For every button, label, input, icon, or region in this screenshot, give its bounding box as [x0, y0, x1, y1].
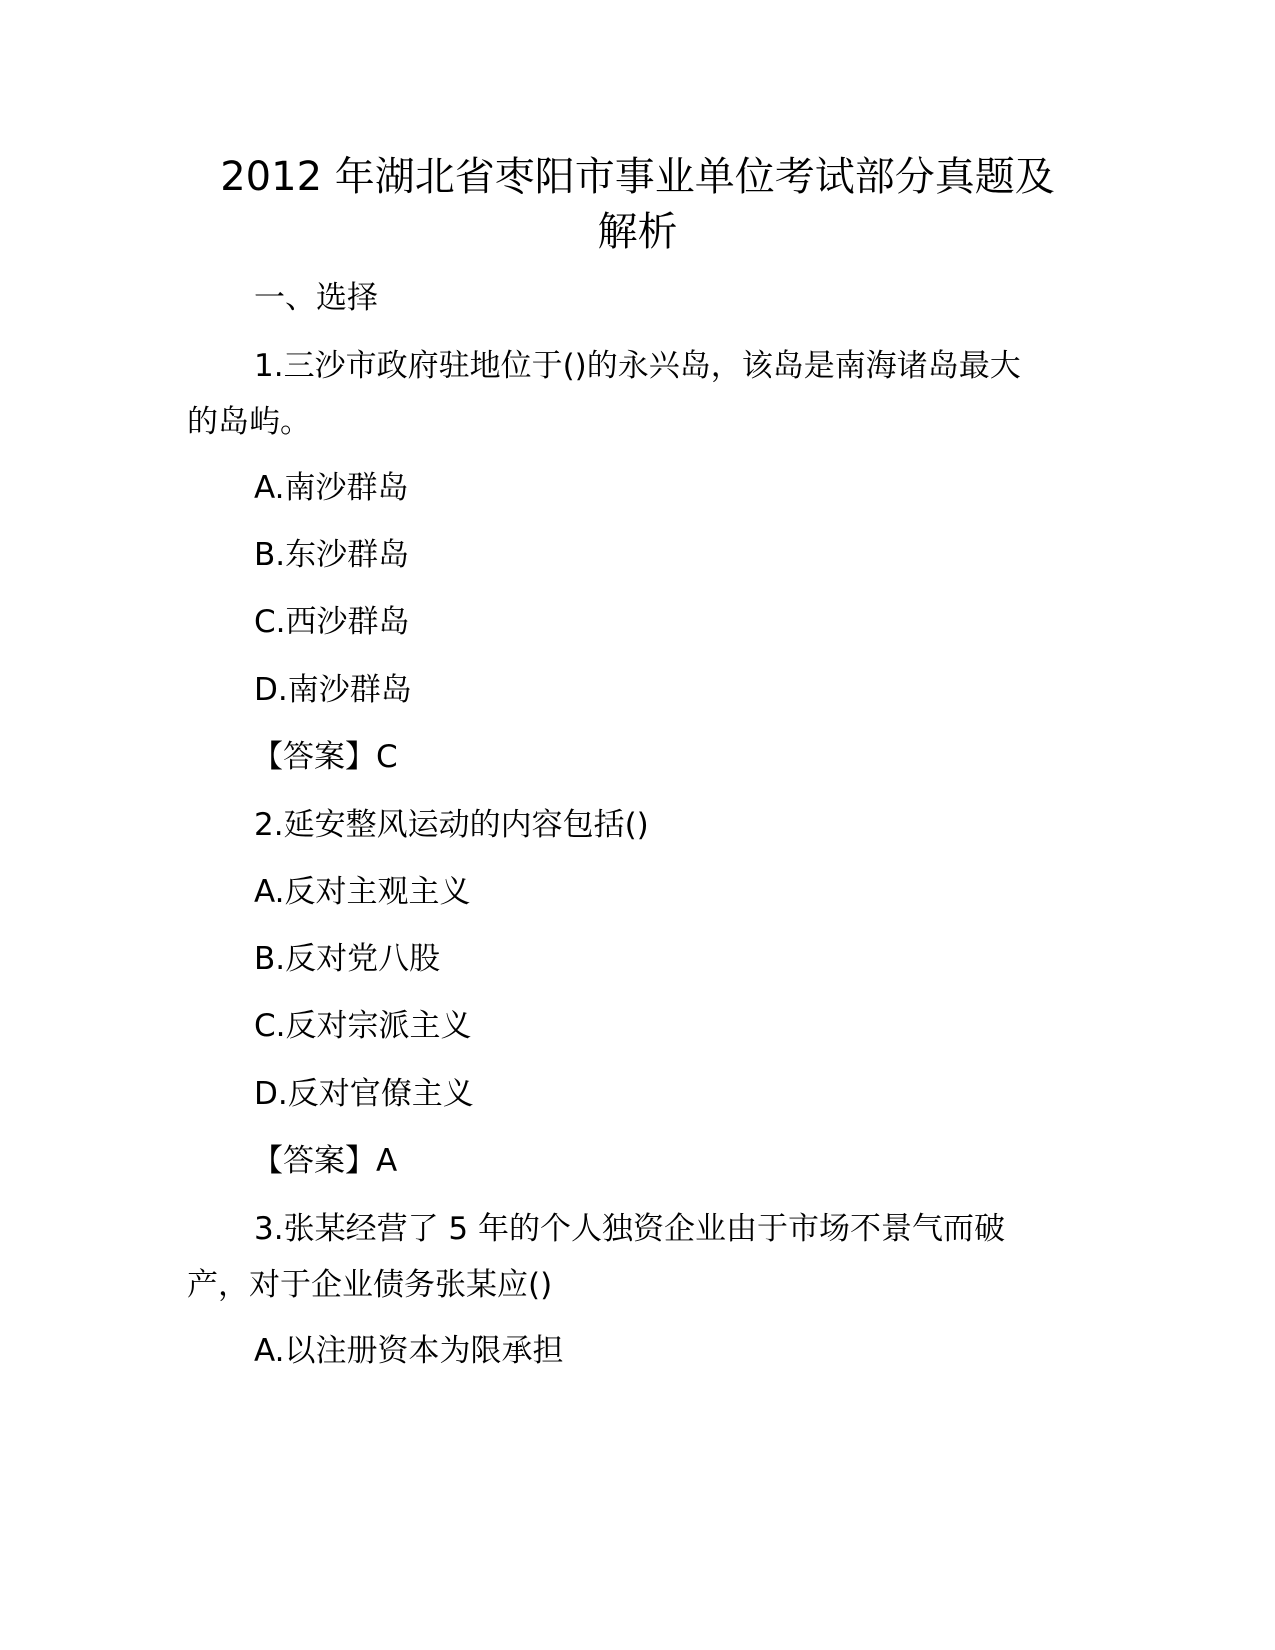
question-1-answer: 【答案】C	[252, 739, 398, 775]
question-3-stem-line-1: 3.张某经营了 5 年的个人独资企业由于市场不景气而破	[254, 1211, 1006, 1247]
question-2-option-d: D.反对官僚主义	[254, 1076, 474, 1112]
question-1-option-b: B.东沙群岛	[254, 537, 410, 573]
document-title-line-1: 2012 年湖北省枣阳市事业单位考试部分真题及	[220, 154, 1055, 200]
question-2-answer: 【答案】A	[252, 1143, 398, 1179]
question-1-option-d: D.南沙群岛	[254, 672, 412, 708]
question-1-option-c: C.西沙群岛	[254, 604, 410, 640]
document-title-line-2: 解析	[597, 209, 678, 255]
question-2-stem-line-1: 2.延安整风运动的内容包括()	[254, 807, 649, 843]
question-2-option-b: B.反对党八股	[254, 941, 441, 977]
question-2-option-a: A.反对主观主义	[254, 874, 471, 910]
question-1-stem-line-1: 1.三沙市政府驻地位于()的永兴岛，该岛是南海诸岛最大	[254, 348, 1021, 384]
question-3-option-a: A.以注册资本为限承担	[254, 1333, 564, 1369]
question-2-option-c: C.反对宗派主义	[254, 1008, 472, 1044]
section-heading: 一、选择	[254, 280, 378, 316]
question-1-option-a: A.南沙群岛	[254, 470, 409, 506]
question-1-stem-line-2: 的岛屿。	[187, 404, 311, 440]
question-3-stem-line-2: 产，对于企业债务张某应()	[187, 1267, 553, 1303]
